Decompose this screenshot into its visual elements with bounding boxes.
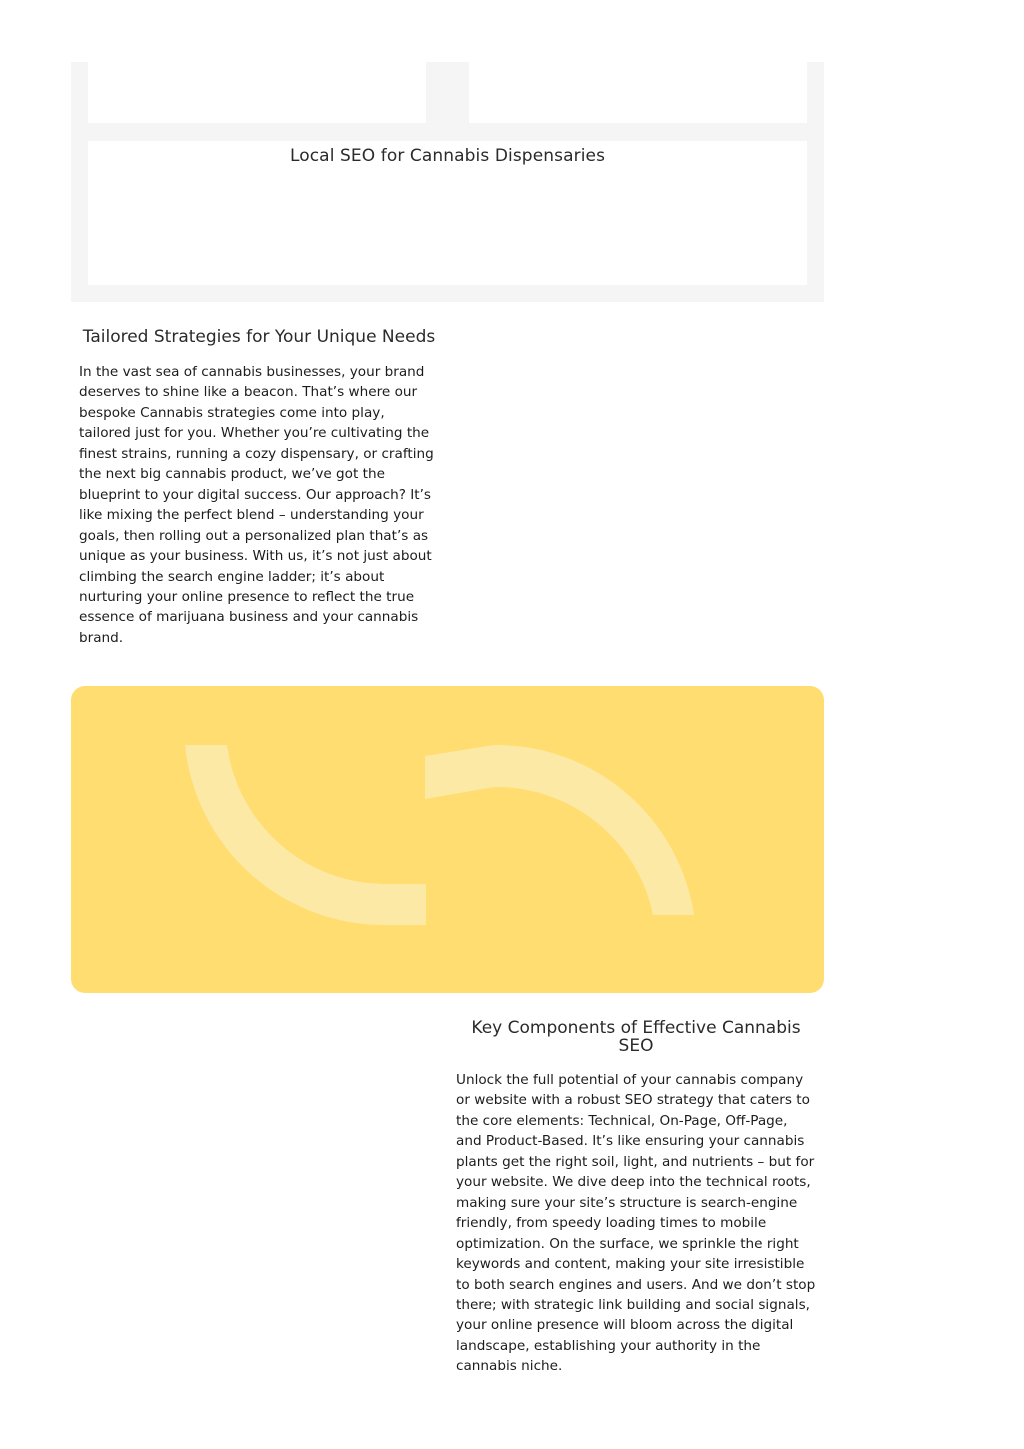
key-components-text: Unlock the full potential of your cannabis company or website with a robust SEO strategy that caters to the core elements: Technical, On-Page, Off-Page, and Product-Based. It’s like ensuring your cannabis plants get the right soil, light, and nutrients – but for your website. We dive deep into the technical roots, making sure your site’s structure is search-engine friendly, from speedy loading times to mobile optimization. On the surface, we sprinkle the right keywords and content, making your site irresistible to both search engines and users. And we don’t stop there; with strategic link building and social signals, your online presence will bloom across the digital landscape, establishing your authority in the cannabis niche. bbox=[456, 1072, 816, 1375]
service-card-title: Local SEO for Cannabis Dispensaries bbox=[289, 146, 606, 166]
service-card-top-left bbox=[88, 62, 426, 123]
right-arc-shape bbox=[425, 745, 694, 915]
left-arc-shape bbox=[185, 745, 426, 925]
tailored-strategies-text: In the vast sea of cannabis businesses, your brand deserves to shine like a beacon. That’s where our bespoke Cannabis strategies come into play, tailored just for you. Whether you’re cultivating the finest strains, running a cozy dispensary, or crafting the next big cannabis product, we’ve got the blueprint to your digital success. Our approach? It’s like mixing the perfect blend – understanding your goals, then rolling out a personalized plan that’s as unique as your business. With us, it’s not just about climbing the search engine ladder; it’s about nurturing your online presence to reflect the true essence of marijuana business and your cannabis brand. bbox=[79, 364, 434, 646]
tailored-strategies-heading: Tailored Strategies for Your Unique Needs bbox=[82, 327, 436, 347]
key-components-heading: Key Components of Effective Cannabis SEO bbox=[471, 1018, 801, 1056]
decorative-banner bbox=[71, 686, 824, 993]
arc-decoration bbox=[71, 686, 824, 993]
service-card-top-right bbox=[469, 62, 807, 123]
